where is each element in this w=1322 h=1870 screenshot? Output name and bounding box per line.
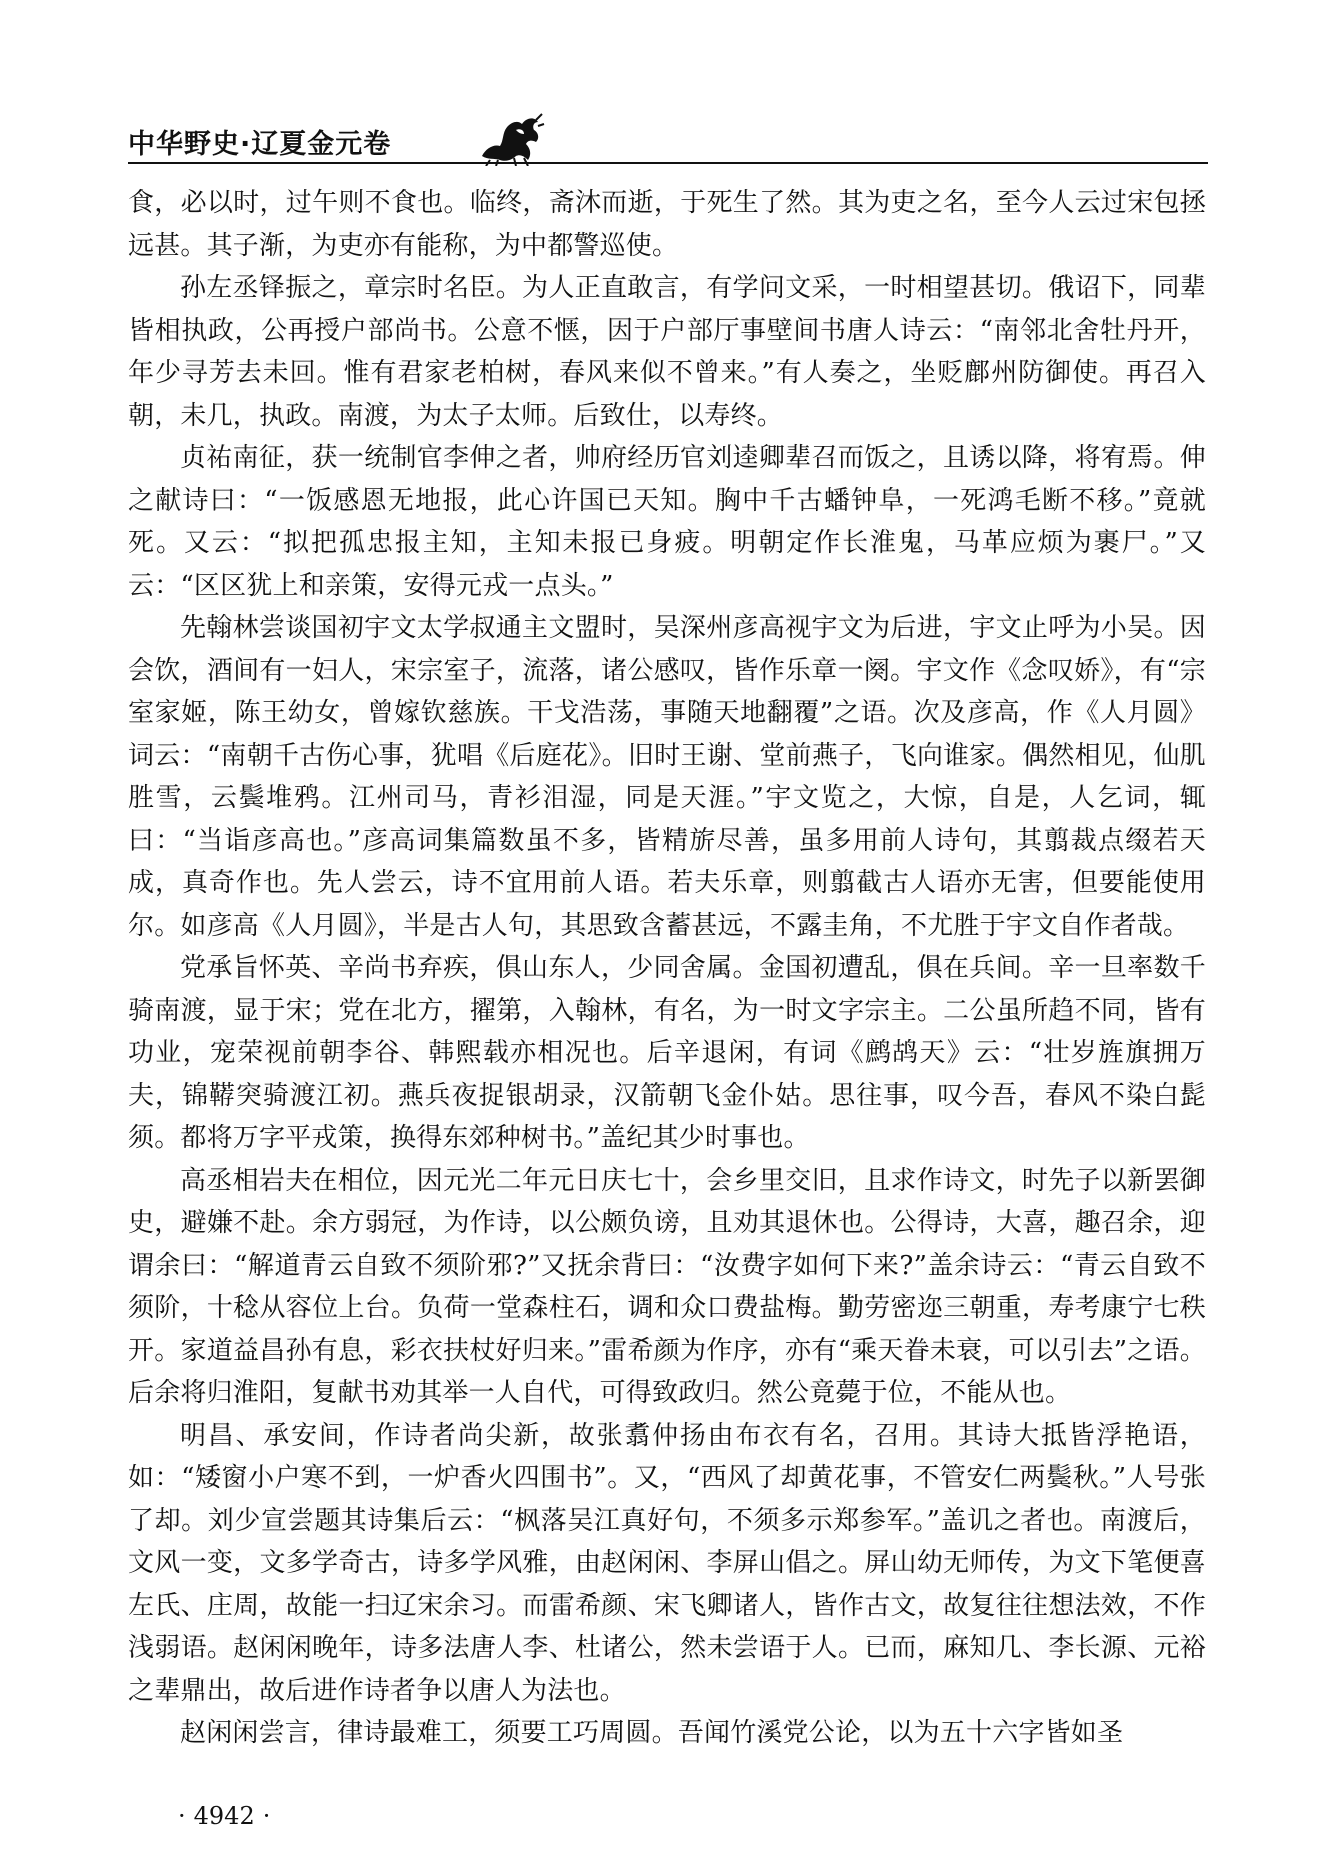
page-number: 4942 [193, 1802, 255, 1830]
dragon-emblem-icon [476, 110, 546, 166]
footer-dot: · [262, 1802, 271, 1830]
book-title: 中华野史·辽夏金元卷 [128, 129, 392, 160]
footer-dot: · [178, 1802, 186, 1830]
main-text [128, 182, 1206, 1755]
paragraph: 孙左丞铎振之，章宗时名臣。为人正直敢言，有学问文采，一时相望甚切。俄诏下，同辈皆相执政，公再授户部尚书。公意不惬，因于户部厅事壁间书唐人诗云：“南邻北舍牡丹开，年少寻芳去未回。惟有君家老柏树，春风来似不曾来。”有人奏之，坐贬鄜州防御使。再召入朝，未几，执政。南渡，为太子太师。后致仕，以寿终。 [128, 273, 1206, 431]
page-footer [170, 1802, 278, 1830]
page-header [128, 112, 1208, 172]
paragraph: 贞祐南征，获一统制官李伸之者，帅府经历官刘逵卿辈召而饭之，且诱以降，将宥焉。伸之献诗曰：“一饭感恩无地报，此心许国已天知。胸中千古蟠钟阜，一死鸿毛断不移。”竟就死。又云：“拟把孤忠报主知，主知未报已身疲。明朝定作长淮鬼，马革应烦为裹尸。”又云：“区区犹上和亲策，安得元戎一点头。” [128, 443, 1206, 601]
paragraph: 明昌、承安间，作诗者尚尖新，故张翥仲扬由布衣有名，召用。其诗大抵皆浮艳语，如：“矮窗小户寒不到，一炉香火四围书”。又，“西风了却黄花事，不管安仁两鬓秋。”人号张了却。刘少宣尝题其诗集后云：“枫落吴江真好句，不须多示郑参军。”盖讥之者也。南渡后，文风一变，文多学奇古，诗多学风雅，由赵闲闲、李屏山倡之。屏山幼无师传，为文下笔便喜左氏、庄周，故能一扫辽宋余习。而雷希颜、宋飞卿诸人，皆作古文，故复往往想法效，不作浅弱语。赵闲闲晚年，诗多法唐人李、杜诸公，然未尝语于人。已而，麻知几、李长源、元裕之辈鼎出，故后进作诗者争以唐人为法也。 [128, 1420, 1206, 1706]
paragraph: 赵闲闲尝言，律诗最难工，须要工巧周圆。吾闻竹溪党公论，以为五十六字皆如圣 [180, 1718, 1124, 1748]
paragraph: 食，必以时，过午则不食也。临终，斋沐而逝，于死生了然。其为吏之名，至今人云过宋包拯远甚。其子渐，为吏亦有能称，为中都警巡使。 [128, 188, 1206, 261]
paragraph: 高丞相岩夫在相位，因元光二年元日庆七十，会乡里交旧，且求作诗文，时先子以新罢御史，避嫌不赴。余方弱冠，为作诗，以公颇负谤，且劝其退休也。公得诗，大喜，趣召余，迎谓余曰：“解道青云自致不须阶邪?”又抚余背曰：“汝费字如何下来?”盖余诗云：“青云自致不须阶，十稔从容位上台。负荷一堂森柱石，调和众口费盐梅。勤劳密迩三朝重，寿考康宁七秩开。家道益昌孙有息，彩衣扶杖好归来。”雷希颜为作序，亦有“乘天眷未衰，可以引去”之语。后余将归淮阳，复献书劝其举一人自代，可得致政归。然公竟薨于位，不能从也。 [128, 1165, 1206, 1408]
paragraph: 党承旨怀英、辛尚书弃疾，俱山东人，少同舍属。金国初遭乱，俱在兵间。辛一旦率数千骑南渡，显于宋；党在北方，擢第，入翰林，有名，为一时文字宗主。二公虽所趋不同，皆有功业，宠荣视前朝李谷、韩熙载亦相况也。后辛退闲，有词《鹧鸪天》云：“壮岁旌旗拥万夫，锦鞯突骑渡江初。燕兵夜捉银胡录，汉箭朝飞金仆姑。思往事，叹今吾，春风不染白髭须。都将万字平戎策，换得东郊种树书。”盖纪其少时事也。 [128, 953, 1206, 1153]
paragraph: 先翰林尝谈国初宇文太学叔通主文盟时，吴深州彦高视宇文为后进，宇文止呼为小吴。因会饮，酒间有一妇人，宋宗室子，流落，诸公感叹，皆作乐章一阕。宇文作《念叹娇》，有“宗室家姬，陈王幼女，曾嫁钦慈族。干戈浩荡，事随天地翻覆”之语。次及彦高，作《人月圆》词云：“南朝千古伤心事，犹唱《后庭花》。旧时王谢、堂前燕子，飞向谁家。偶然相见，仙肌胜雪，云鬓堆鸦。江州司马，青衫泪湿，同是天涯。”宇文览之，大惊，自是，人乞词，辄曰：“当诣彦高也。”彦高词集篇数虽不多，皆精旂尽善，虽多用前人诗句，其翦裁点缀若天成，真奇作也。先人尝云，诗不宜用前人语。若夫乐章，则翦截古人语亦无害，但要能使用尔。如彦高《人月圆》，半是古人句，其思致含蓄甚远，不露圭角，不尤胜于宇文自作者哉。 [128, 613, 1206, 941]
header-rule [128, 162, 1208, 164]
